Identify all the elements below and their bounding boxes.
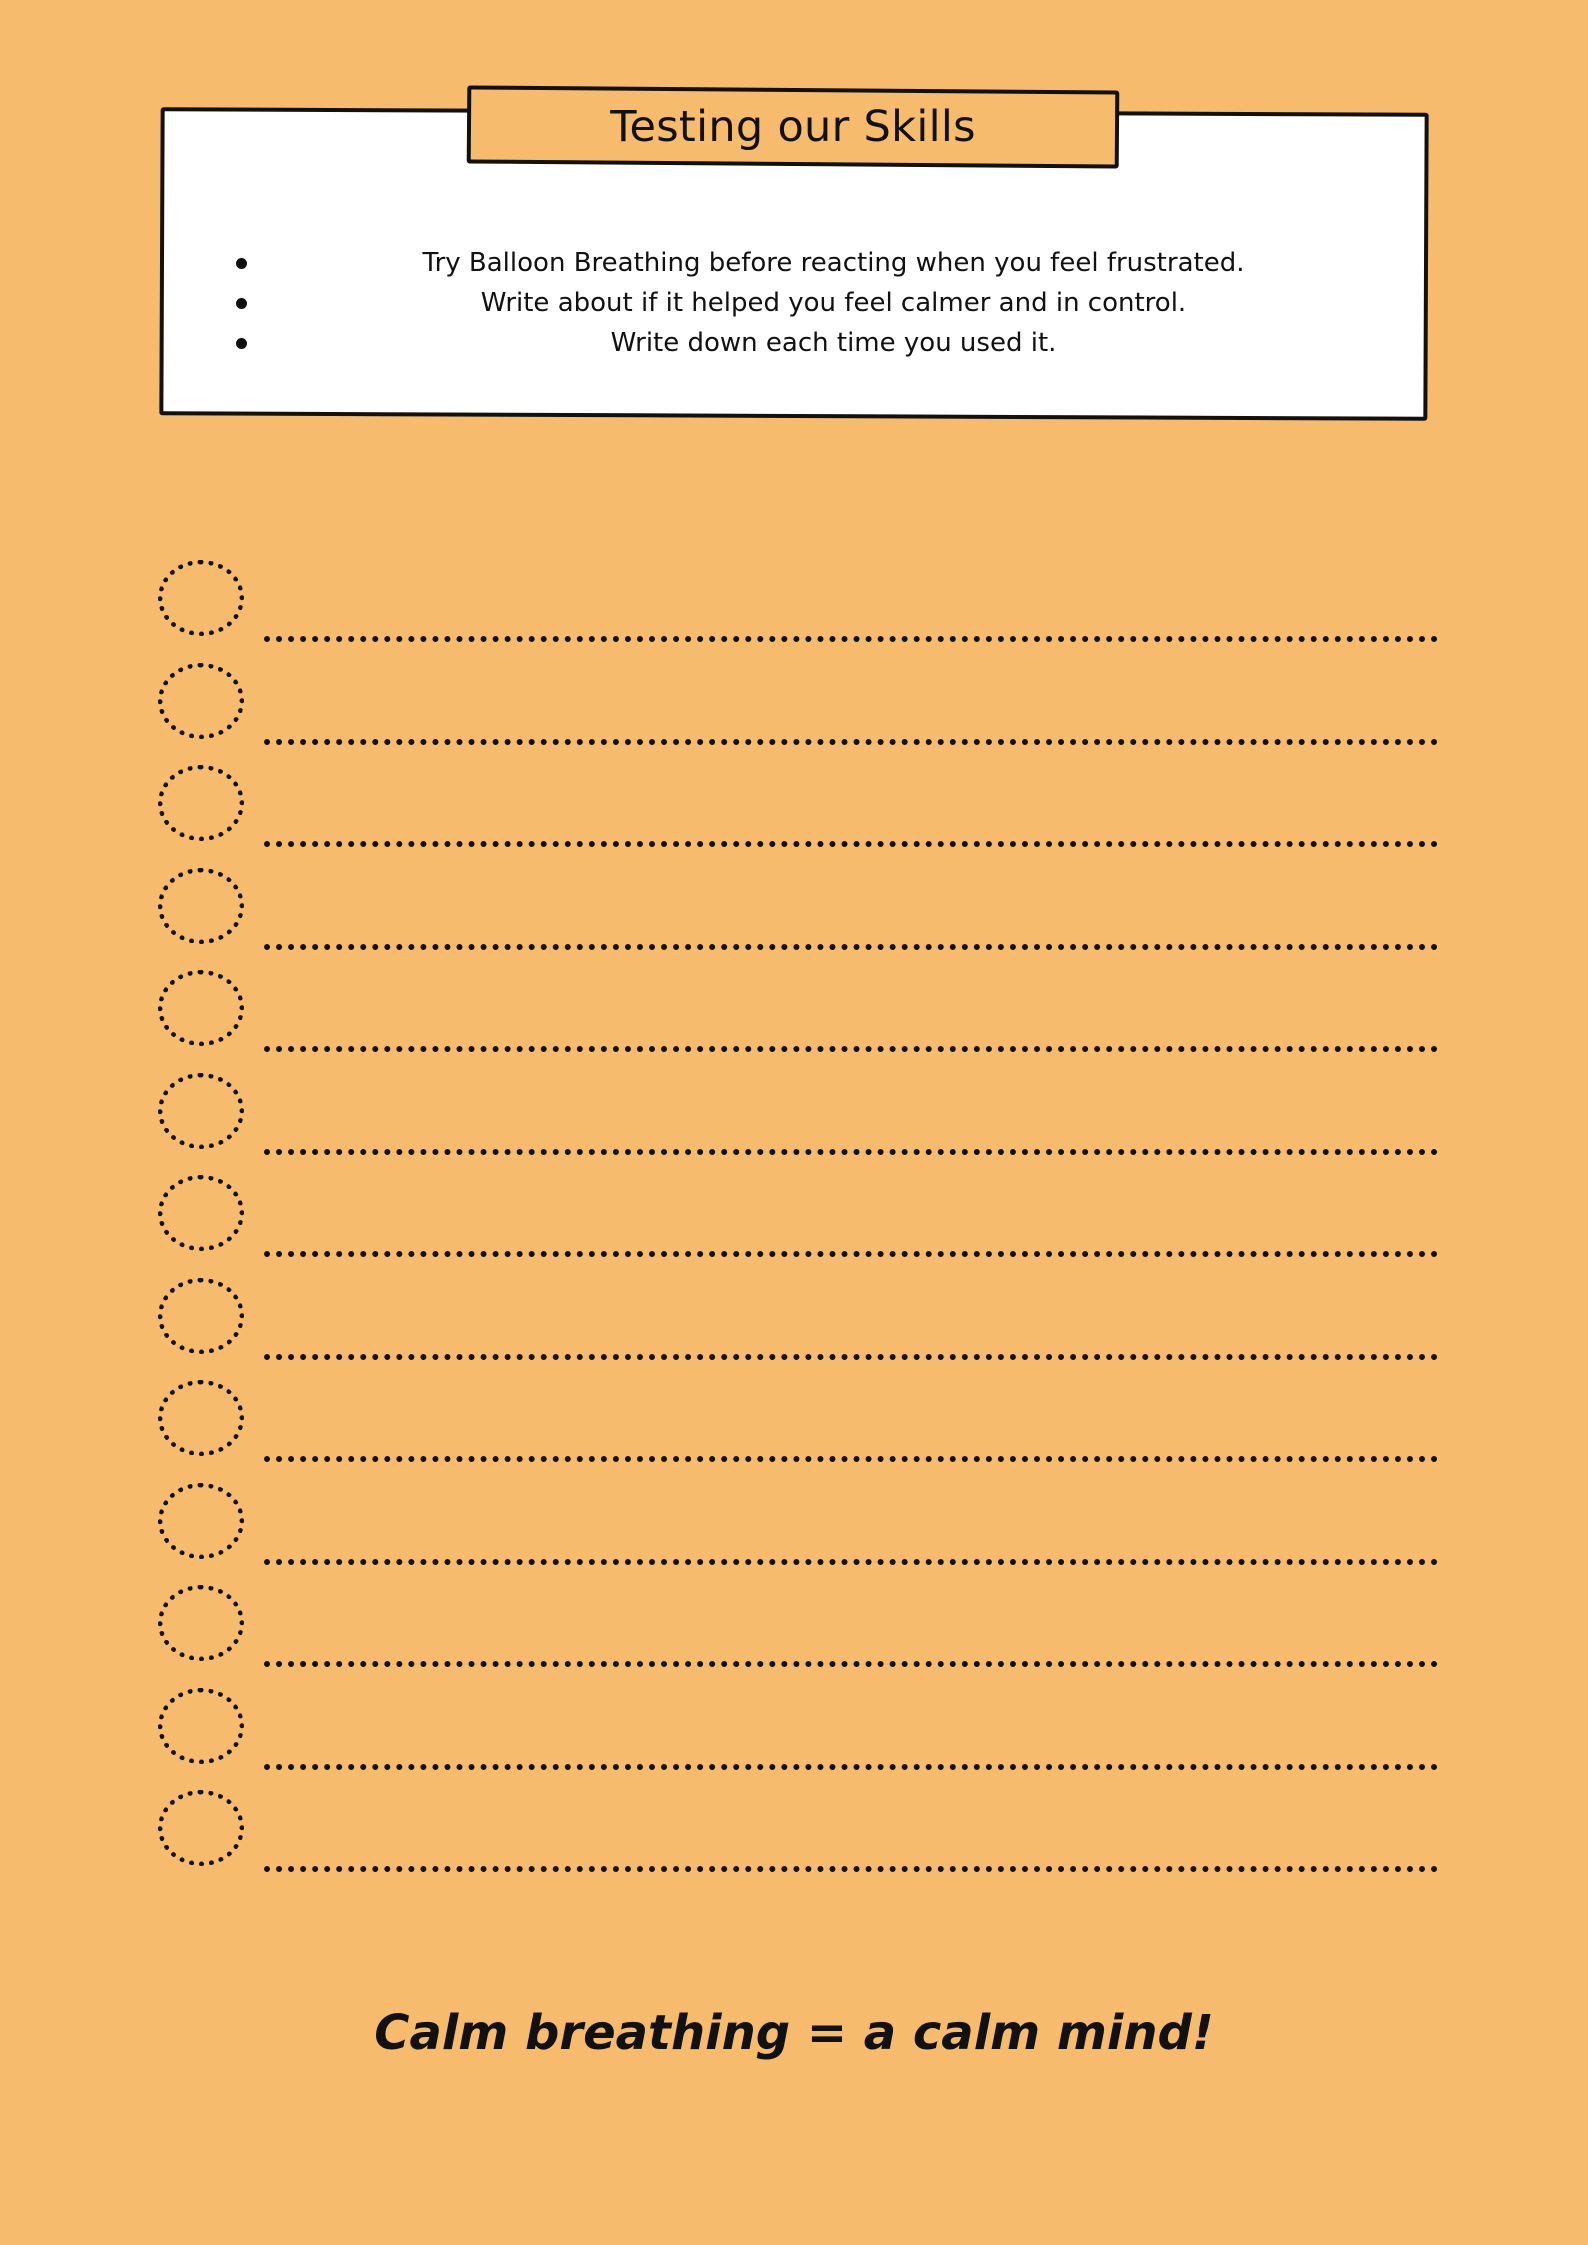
footer-slogan: Calm breathing = a calm mind!	[374, 2005, 1214, 2061]
tracking-checklist	[158, 558, 1438, 1891]
checklist-row	[158, 661, 1438, 764]
checklist-row	[158, 1481, 1438, 1584]
dotted-write-line[interactable]	[264, 1661, 1438, 1667]
instruction-item	[236, 243, 1401, 283]
checklist-row	[158, 968, 1438, 1071]
checklist-row	[158, 1583, 1438, 1686]
bullet-icon	[236, 258, 247, 269]
dotted-write-line[interactable]	[264, 1251, 1438, 1257]
dotted-write-line[interactable]	[264, 739, 1438, 745]
bullet-icon	[236, 298, 247, 309]
instruction-text: Write about if it helped you feel calmer and in control.	[480, 288, 1187, 318]
checklist-row	[158, 1276, 1438, 1379]
instruction-item	[236, 323, 1401, 363]
dotted-write-line[interactable]	[264, 1456, 1438, 1462]
checklist-row	[158, 1071, 1438, 1174]
instruction-list	[236, 243, 1401, 363]
circle-checkbox[interactable]	[158, 663, 244, 739]
dotted-write-line[interactable]	[264, 1866, 1438, 1872]
checklist-row	[158, 866, 1438, 969]
dotted-write-line[interactable]	[264, 1764, 1438, 1770]
circle-checkbox[interactable]	[158, 1585, 244, 1661]
instruction-item	[236, 283, 1401, 323]
circle-checkbox[interactable]	[158, 1688, 244, 1764]
circle-checkbox[interactable]	[158, 1483, 244, 1559]
bullet-icon	[236, 338, 247, 349]
card-title: Testing our Skills	[610, 102, 976, 152]
dotted-write-line[interactable]	[264, 1149, 1438, 1155]
circle-checkbox[interactable]	[158, 765, 244, 841]
checklist-row	[158, 1173, 1438, 1276]
checklist-row	[158, 1686, 1438, 1789]
instruction-text: Write down each time you used it.	[610, 328, 1057, 358]
circle-checkbox[interactable]	[158, 1175, 244, 1251]
checklist-row	[158, 1378, 1438, 1481]
circle-checkbox[interactable]	[158, 1278, 244, 1354]
dotted-write-line[interactable]	[264, 944, 1438, 950]
instruction-text: Try Balloon Breathing before reacting when you feel frustrated.	[422, 248, 1245, 278]
dotted-write-line[interactable]	[264, 1559, 1438, 1565]
circle-checkbox[interactable]	[158, 560, 244, 636]
circle-checkbox[interactable]	[158, 1073, 244, 1149]
dotted-write-line[interactable]	[264, 636, 1438, 642]
checklist-row	[158, 763, 1438, 866]
checklist-row	[158, 1788, 1438, 1891]
dotted-write-line[interactable]	[264, 1046, 1438, 1052]
circle-checkbox[interactable]	[158, 1790, 244, 1866]
checklist-row	[158, 558, 1438, 661]
circle-checkbox[interactable]	[158, 970, 244, 1046]
circle-checkbox[interactable]	[158, 868, 244, 944]
circle-checkbox[interactable]	[158, 1380, 244, 1456]
dotted-write-line[interactable]	[264, 1354, 1438, 1360]
dotted-write-line[interactable]	[264, 841, 1438, 847]
